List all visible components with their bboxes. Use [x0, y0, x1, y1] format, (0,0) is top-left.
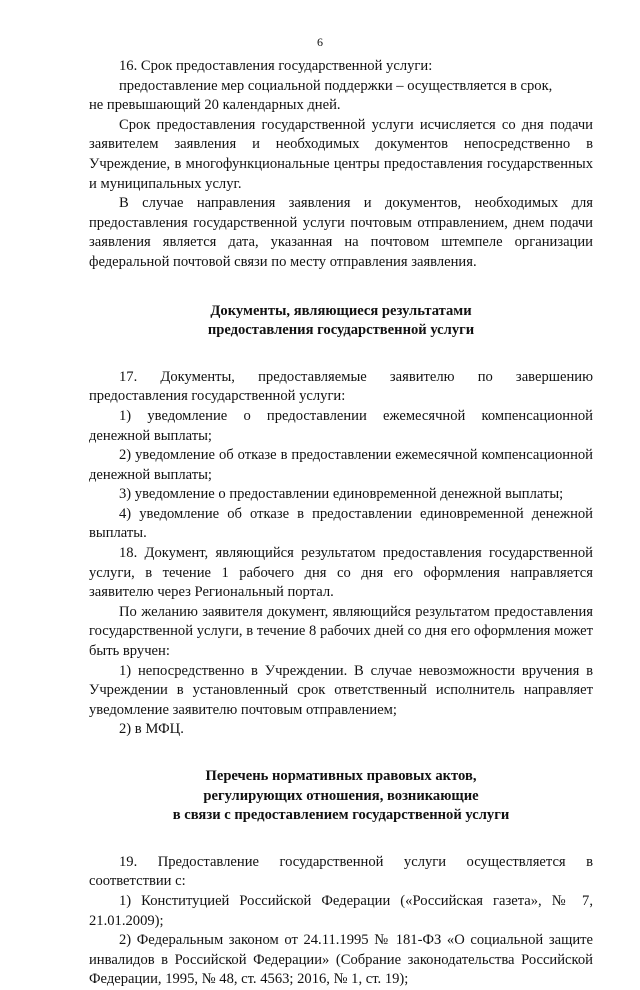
paragraph: 16. Срок предоставления государственной услуги:	[119, 58, 433, 74]
paragraph: 18. Документ, являющийся результатом предоставления государственной услуги, в течение 1 рабочего дня со дня его оформления направляется заявителю через Региональный портал.	[89, 545, 593, 601]
heading-line: Документы, являющиеся результатами	[210, 302, 472, 319]
heading-line: предоставления государственной услуги	[207, 322, 475, 339]
section-heading	[89, 767, 593, 826]
page-number: 6	[317, 35, 323, 49]
heading-line: Перечень нормативных правовых актов,	[205, 768, 477, 784]
paragraph: 1) непосредственно в Учреждении. В случае невозможности вручения в Учреждении в установленный срок ответственный исполнитель направляет уведомление заявителю почтовым отправлением;	[89, 662, 593, 718]
paragraph: 2) Федеральным законом от 24.11.1995 № 181-ФЗ «О социальной защите инвалидов в Российской Федерации» (Собрание законодательства Российской Федерации, 1995, № 48, ст. 4563; 2016, № 1, ст. 19);	[89, 932, 593, 988]
paragraph: 1) уведомление о предоставлении ежемесячной компенсационной денежной выплаты;	[89, 407, 593, 444]
document-body	[89, 57, 593, 990]
heading-line: в связи с предоставлением государственной услуги	[172, 807, 510, 824]
paragraph: По желанию заявителя документ, являющийся результатом предоставления государственной услуги, в течение 8 рабочих дней со дня его оформления может быть вручен:	[89, 603, 593, 660]
section-heading	[89, 302, 593, 341]
paragraph: В случае направления заявления и документов, необходимых для предоставления государственной услуги почтовым отправлением, днем подачи заявления является дата, указанная на почтовом штемпеле организации федеральной почтовой связи по месту отправления заявления.	[89, 195, 593, 270]
paragraph: 17. Документы, предоставляемые заявителю по завершению предоставления государственной услуги:	[89, 368, 593, 405]
paragraph: 2) уведомление об отказе в предоставлении ежемесячной компенсационной денежной выплаты;	[89, 447, 593, 483]
paragraph: Срок предоставления государственной услуги исчисляется со дня подачи заявителем заявления и необходимых документов непосредственно в Учреждение, в многофункциональные центры предоставления государственных и муниципальных услуг.	[89, 116, 593, 192]
paragraph: 4) уведомление об отказе в предоставлении единовременной денежной выплаты.	[89, 505, 593, 542]
heading-line: регулирующих отношения, возникающие	[203, 787, 479, 804]
paragraph: предоставление мер социальной поддержки – осуществляется в срок,	[119, 77, 553, 94]
paragraph: не превышающий 20 календарных дней.	[89, 97, 341, 114]
paragraph: 3) уведомление о предоставлении единовременной денежной выплаты;	[119, 486, 564, 503]
paragraph: 1) Конституцией Российской Федерации («Российская газета», № 7, 21.01.2009);	[89, 892, 593, 929]
paragraph: 2) в МФЦ.	[119, 721, 184, 738]
paragraph: 19. Предоставление государственной услуги осуществляется в соответствии с:	[89, 853, 593, 890]
